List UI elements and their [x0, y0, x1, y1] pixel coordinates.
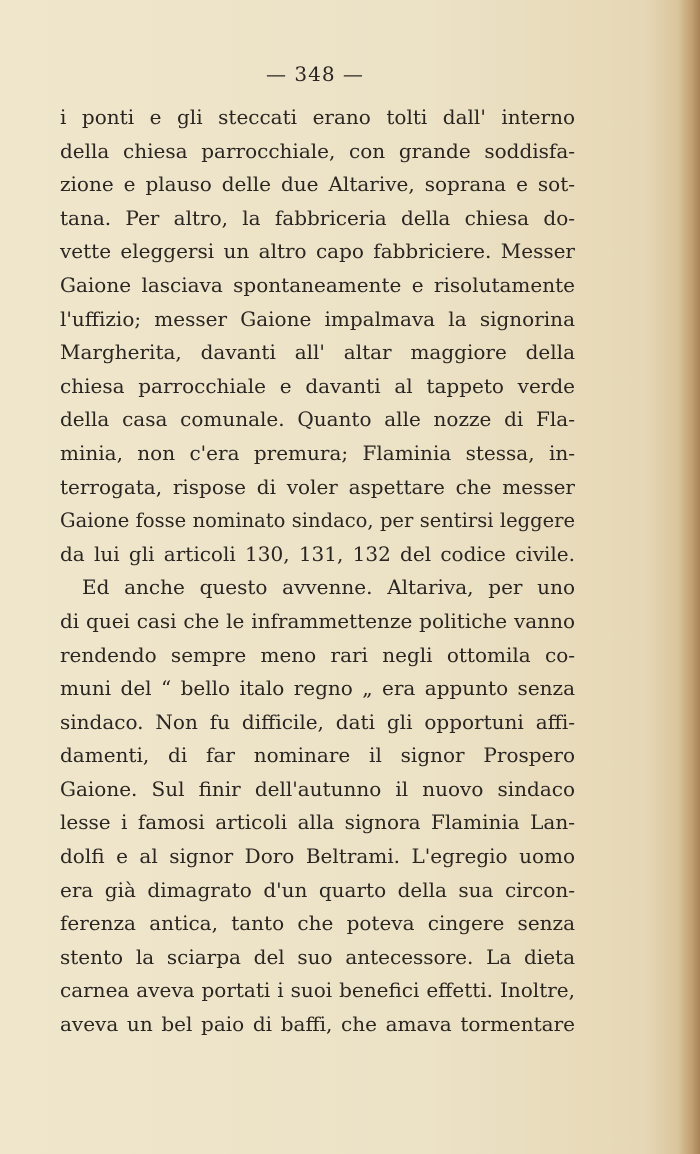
text-line: ferenza antica, tanto che poteva cingere senza — [60, 911, 575, 936]
text-line: lesse i famosi articoli alla signora Flaminia Lan- — [60, 810, 575, 835]
text-line: di quei casi che le inframmettenze politiche vanno — [60, 608, 575, 633]
body-text — [60, 101, 575, 1042]
text-line: stento la sciarpa del suo antecessore. La dieta — [60, 944, 575, 969]
text-line: muni del “ bello italo regno „ era appunto senza — [60, 676, 575, 701]
text-line: dolfi e al signor Doro Beltrami. L'egregio uomo — [60, 844, 575, 869]
text-line: i ponti e gli steccati erano tolti dall' interno — [60, 105, 575, 129]
text-line: vette eleggersi un altro capo fabbriciere. Messer — [60, 239, 575, 264]
text-line: terrogata, rispose di voler aspettare che messer — [60, 474, 575, 499]
text-line: sindaco. Non fu difficile, dati gli opportuni affi- — [60, 709, 575, 734]
paragraph-first-line: Ed anche questo avvenne. Altariva, per uno — [82, 575, 575, 600]
text-line: era già dimagrato d'un quarto della sua circon- — [60, 877, 575, 902]
page-edge-shadow — [678, 0, 700, 1154]
text-line: tana. Per altro, la fabbriceria della chiesa do- — [60, 205, 575, 230]
text-line: Gaione. Sul finir dell'autunno il nuovo sindaco — [60, 776, 575, 801]
text-line: l'uffizio; messer Gaione impalmava la signorina — [60, 306, 575, 331]
page-number: — 348 — — [266, 62, 364, 86]
text-line: chiesa parrocchiale e davanti al tappeto verde — [60, 373, 575, 398]
text-line: carnea aveva portati i suoi benefici effetti. Inoltre, — [60, 978, 575, 1003]
text-line: da lui gli articoli 130, 131, 132 del codice civile. — [60, 541, 575, 566]
text-line: Margherita, davanti all' altar maggiore della — [60, 340, 575, 365]
text-line: Gaione fosse nominato sindaco, per sentirsi leggere — [60, 509, 575, 533]
text-line: Gaione lasciava spontaneamente e risolutamente — [60, 272, 575, 297]
text-line: zione e plauso delle due Altarive, soprana e sot- — [60, 172, 575, 197]
text-line: rendendo sempre meno rari negli ottomila co- — [60, 642, 575, 667]
text-line: damenti, di far nominare il signor Prospero — [60, 743, 575, 768]
text-line: della casa comunale. Quanto alle nozze di Fla- — [60, 407, 575, 432]
text-line: aveva un bel paio di baffi, che amava tormentare — [60, 1012, 575, 1037]
text-line: minia, non c'era premura; Flaminia stessa, in- — [60, 440, 575, 465]
text-line: della chiesa parrocchiale, con grande soddisfa- — [60, 138, 575, 163]
